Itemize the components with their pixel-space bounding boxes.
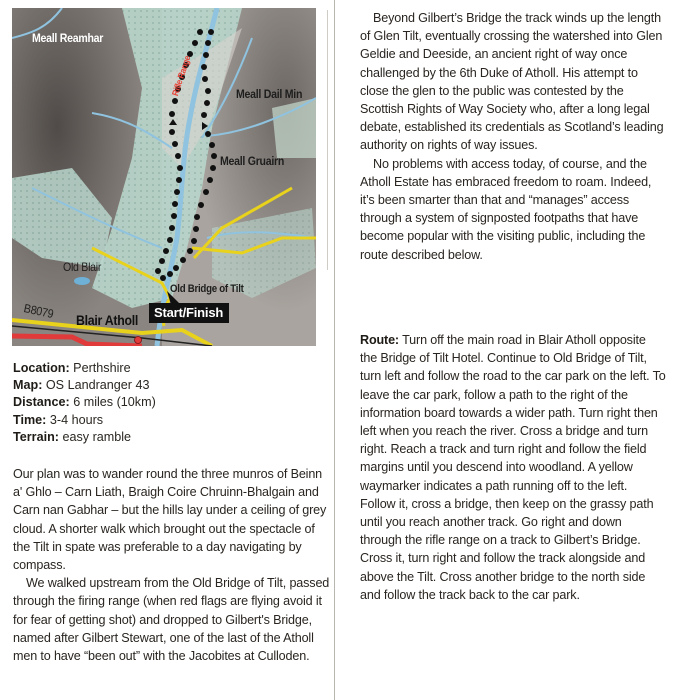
label-rifle-range: Rifle Range (170, 54, 193, 98)
map-terrain (12, 8, 316, 346)
paragraph: We walked upstream from the Old Bridge of Tilt, passed through the firing range (when red flags are flying avoid it for fear of getting shot) and dropped to Gilbert's Bridge, named after Gilbert Stewart, one of the last of the Atholl men to have “been out” with the Jacobites at Culloden. (13, 576, 330, 664)
paragraph: Our plan was to wander round the three munros of Beinn a' Ghlo – Carn Liath, Braigh Coire Chruinn-Bhalgain and Carn nan Gabhar – but the hills lay under a ceiling of grey cloud. A shorter walk which brought out the spectacle of the Tilt in spate was preferable to a day navigating by compass. (13, 467, 327, 573)
fact-terrain: Terrain: easy ramble (13, 429, 132, 444)
route-map (12, 8, 316, 346)
right-column-text (360, 9, 666, 264)
column-divider-inner (327, 10, 328, 270)
column-divider (334, 0, 335, 700)
start-finish-marker: Start/Finish (149, 303, 229, 323)
label-meall-dail-min: Meall Dail Min (236, 87, 303, 101)
walk-facts (13, 360, 156, 446)
fact-location: Location: Perthshire (13, 361, 131, 375)
route-text: Turn off the main road in Blair Atholl opposite the Bridge of Tilt Hotel. Continue to Old Bridge of Tilt, turn left and follow the road to the car park on the left. To leave the car park, follow a path to the right of the information board towards a wider path. Turn right then left when you reach the river. Cross a bridge and turn right. Reach a track and turn right and follow the field margins until you descend into woodland. A yellow waymarker indicates a path running off to the left. Follow it, cross a bridge, then keep on the grassy path until you reach another track. Go right and down through the rifle range on a track to Gilbert’s Bridge. Cross it, turn right and follow the track alongside and above the Tilt. Cross another bridge to the north side and follow the track back to the car park. (360, 333, 666, 602)
left-column-text (13, 465, 331, 665)
label-meall-reamhar: Meall Reamhar (32, 31, 104, 45)
fact-map: Map: OS Landranger 43 (13, 378, 150, 393)
fact-distance: Distance: 6 miles (10km) (13, 395, 156, 410)
label-blair-atholl: Blair Atholl (76, 312, 139, 328)
paragraph: No problems with access today, of course, and the Atholl Estate has embraced freedom to roam. Indeed, it’s been smarter than that and “manages” access through a system of signposted footpaths that have become popular with the visiting public, including the route described below. (360, 156, 652, 262)
label-old-bridge-of-tilt: Old Bridge of Tilt (170, 283, 244, 295)
route-description (360, 331, 666, 604)
paragraph: Beyond Gilbert’s Bridge the track winds up the length of Glen Tilt, eventually crossing the watershed into Glen Geldie and Deeside, an ancient right of way once challenged by the 6th Duke of Atholl. His attempt to close the glen to the public was contested by the Scottish Rights of Way Society who, after a long legal debate, established its credentials as Scotland’s leading authority on rights of way issues. (360, 11, 664, 153)
fact-time: Time: 3-4 hours (13, 412, 104, 427)
label-road-b8079: B8079 (22, 301, 55, 322)
label-old-blair: Old Blair (63, 260, 102, 274)
label-meall-gruairn: Meall Gruairn (220, 154, 285, 168)
route-label: Route: (360, 333, 399, 347)
